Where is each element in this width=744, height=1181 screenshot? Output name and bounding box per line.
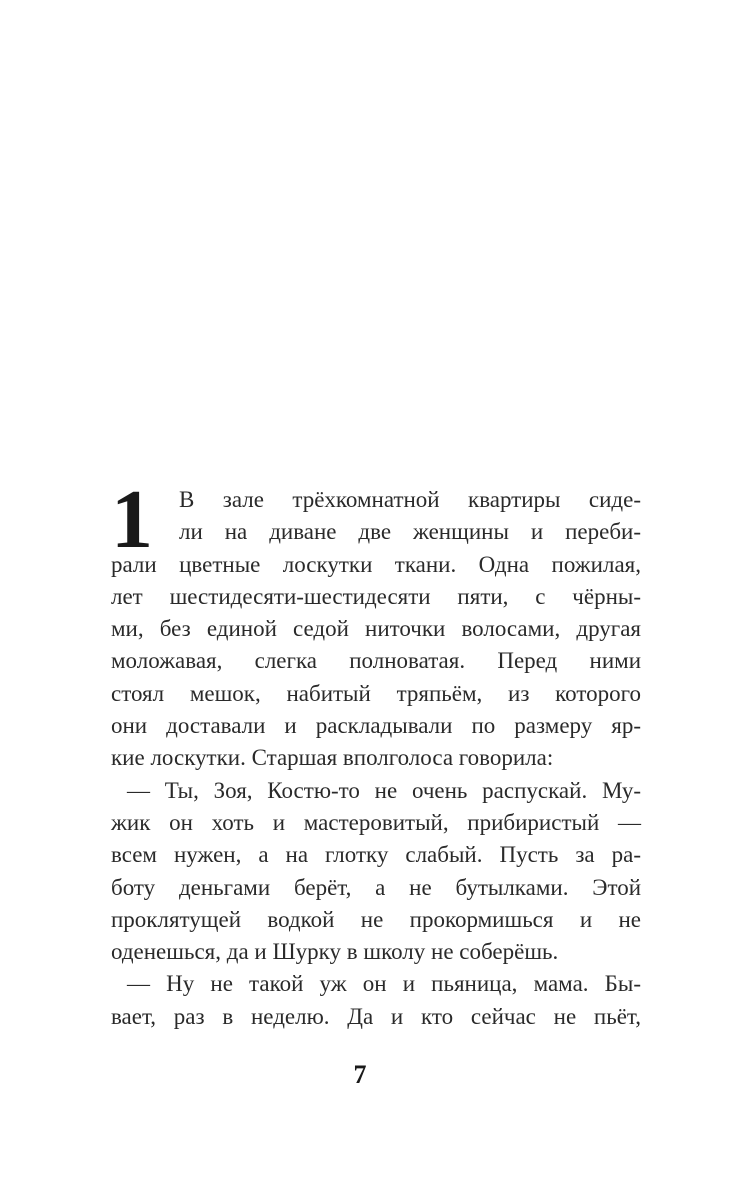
text-line: ми, без единой седой ниточки волосами, другая (111, 616, 641, 642)
text-line: — Ты, Зоя, Костю-то не очень распускай. Му- (127, 777, 641, 803)
text-line: проклятущей водкой не прокормишься и не (111, 906, 641, 932)
text-line: стоял мешок, набитый тряпьём, из которого (111, 680, 641, 706)
page-number: 7 (353, 1060, 367, 1089)
text-line: боту деньгами берёт, а не бутылками. Этой (111, 874, 641, 900)
text-line: В зале трёхкомнатной квартиры сиде- (179, 487, 641, 512)
text-line: жик он хоть и мастеровитый, прибиристый — (111, 809, 641, 835)
text-line: ли на диване две женщины и переби- (179, 519, 641, 545)
text-line: — Ну не такой уж он и пьяница, мама. Бы- (127, 971, 641, 997)
text-line: лет шестидесяти-шестидесяти пяти, с чёрны- (111, 583, 641, 609)
text-line: рали цветные лоскутки ткани. Одна пожилая, (111, 551, 641, 577)
text-line: всем нужен, а на глотку слабый. Пусть за ра- (111, 842, 641, 868)
chapter-number: 1 (111, 473, 153, 566)
text-line: кие лоскутки. Старшая вполголоса говорила: (111, 745, 554, 771)
text-line: вает, раз в неделю. Да и кто сейчас не пьёт, (111, 1003, 641, 1029)
text-line: они доставали и раскладывали по размеру яр- (111, 713, 641, 739)
text-line: оденешься, да и Шурку в школу не соберёшь. (111, 939, 559, 965)
chapter-text (111, 473, 641, 1033)
text-line: моложавая, слегка полноватая. Перед ними (111, 648, 641, 674)
